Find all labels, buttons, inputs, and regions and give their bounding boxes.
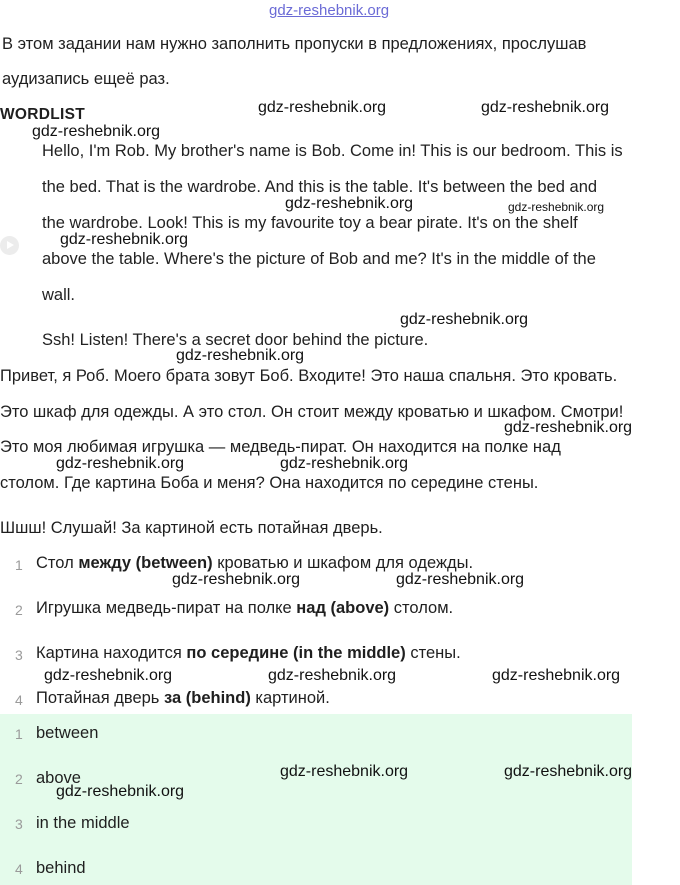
- audio-text-line: above the table. Where's the picture of Bob and me? It's in the middle of the: [42, 250, 596, 268]
- watermark: gdz-reshebnik.org: [492, 667, 621, 684]
- watermark: gdz-reshebnik.org: [172, 571, 301, 588]
- watermark: gdz-reshebnik.org: [400, 311, 529, 328]
- question-text: Стол между (between) кроватью и шкафом для одежды.: [36, 554, 474, 572]
- audio-text-line: Ssh! Listen! There's a secret door behind the picture.: [42, 331, 429, 349]
- translation-line: Это шкаф для одежды. А это стол. Он стоит между кроватью и шкафом. Смотри!: [0, 403, 624, 421]
- answer-number: 3: [15, 816, 23, 832]
- question-number: 2: [15, 602, 23, 618]
- watermark: gdz-reshebnik.org: [268, 667, 397, 684]
- audio-text-line: wall.: [42, 286, 76, 304]
- watermark: gdz-reshebnik.org: [44, 667, 173, 684]
- answer-text: behind: [36, 859, 86, 877]
- intro-line-2: аудизапись ещеё раз.: [2, 70, 170, 88]
- watermark: gdz-reshebnik.org: [396, 571, 525, 588]
- answer-text: in the middle: [36, 814, 130, 832]
- question-text: Потайная дверь за (behind) картиной.: [36, 689, 330, 707]
- question-text: Картина находится по середине (in the middle) стены.: [36, 644, 461, 662]
- answer-number: 2: [15, 771, 23, 787]
- audio-text-line: Hello, I'm Rob. My brother's name is Bob. Come in! This is our bedroom. This is: [42, 142, 623, 160]
- audio-text-line: the wardrobe. Look! This is my favourite toy a bear pirate. It's on the shelf: [42, 214, 578, 232]
- translation-line: Привет, я Роб. Моего брата зовут Боб. Входите! Это наша спальня. Это кровать.: [0, 367, 618, 385]
- watermark: gdz-reshebnik.org: [285, 195, 414, 212]
- answer-text: between: [36, 724, 99, 742]
- answer-number: 1: [15, 726, 23, 742]
- audio-text-line: the bed. That is the wardrobe. And this is the table. It's between the bed and: [42, 178, 598, 196]
- translation-line: Это моя любимая игрушка — медведь-пират. Он находится на полке над: [0, 438, 561, 456]
- watermark: gdz-reshebnik.org: [504, 763, 633, 780]
- question-text: Игрушка медведь-пират на полке над (above) столом.: [36, 599, 454, 617]
- answer-text: above: [36, 769, 81, 787]
- question-number: 1: [15, 557, 23, 573]
- question-number: 4: [15, 692, 23, 708]
- wordlist-label: WORDLIST: [0, 106, 86, 123]
- play-icon[interactable]: [0, 236, 19, 255]
- watermark: gdz-reshebnik.org: [56, 455, 185, 472]
- site-link[interactable]: gdz-reshebnik.org: [269, 2, 390, 19]
- watermark: gdz-reshebnik.org: [32, 123, 161, 140]
- intro-line-1: В этом задании нам нужно заполнить пропуски в предложениях, прослушав: [2, 35, 587, 53]
- answer-number: 4: [15, 861, 23, 877]
- watermark: gdz-reshebnik.org: [280, 455, 409, 472]
- watermark: gdz-reshebnik.org: [504, 419, 633, 436]
- question-number: 3: [15, 647, 23, 663]
- watermark: gdz-reshebnik.org: [508, 200, 605, 214]
- watermark: gdz-reshebnik.org: [60, 231, 189, 248]
- watermark: gdz-reshebnik.org: [280, 763, 409, 780]
- translation-line: Шшш! Слушай! За картиной есть потайная дверь.: [0, 519, 383, 537]
- watermark: gdz-reshebnik.org: [258, 99, 387, 116]
- watermark: gdz-reshebnik.org: [481, 99, 610, 116]
- watermark: gdz-reshebnik.org: [56, 783, 185, 800]
- translation-line: столом. Где картина Боба и меня? Она находится по середине стены.: [0, 474, 539, 492]
- watermark: gdz-reshebnik.org: [176, 347, 305, 364]
